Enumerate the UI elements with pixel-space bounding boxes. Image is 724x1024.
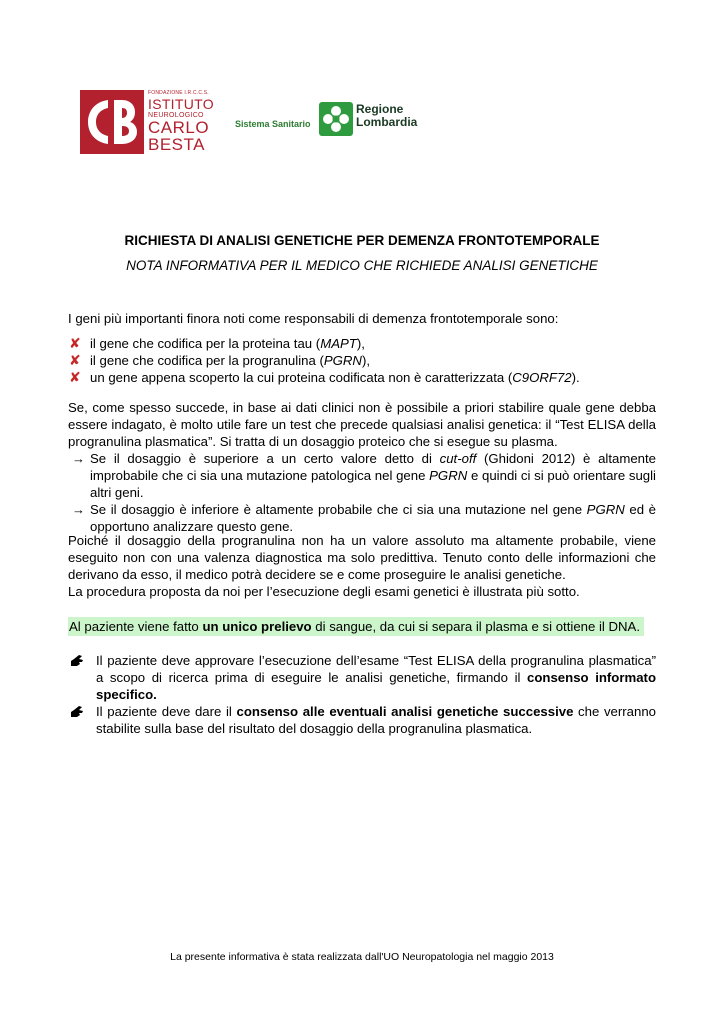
arrow2-text-a: Se il dosaggio è inferiore è altamente probabile che ci sia una mutazione nel gene: [90, 502, 587, 517]
arrow1-text-a: Se il dosaggio è superiore a un certo valore detto di: [90, 451, 440, 466]
gene-text: il gene che codifica per la proteina tau (: [90, 336, 321, 351]
regione-lombardia-wordmark: [356, 103, 417, 129]
besta-wordmark: [148, 90, 214, 153]
gene-text: il gene che codifica per la progranulina (: [90, 353, 324, 368]
list-item: [68, 703, 656, 737]
single-sample-note: [68, 617, 656, 636]
right-arrow-icon: →: [72, 502, 85, 517]
besta-besta-label: BESTA: [148, 135, 205, 154]
arrow2-text-b: ed è opportuno analizzare questo gene.: [90, 502, 656, 534]
x-mark-icon: ✘: [69, 369, 81, 385]
procedure-paragraph: La procedura proposta da noi per l’esecuzione degli esami genetici è illustrata più sotto.: [68, 584, 580, 599]
regione-label: Regione: [356, 102, 404, 116]
step2-strong: consenso alle eventuali analisi genetiche successive: [236, 704, 574, 719]
elisa-test-paragraph: Se, come spesso succede, in base ai dati clinici non è possibile a priori stabilire quale gene debba essere indagato, è molto utile fare un test che precede qualsiasi analisi genetica: il “Test ELISA della progranulina plasmatica”. Si tratta di un dosaggio proteico che si esegue su plasma.: [68, 400, 656, 449]
step1-text-a: Il paziente deve approvare l’esecuzione dell’esame “Test ELISA della progranulina plasmatica” a scopo di ricerca prima di eseguire le analisi genetiche, firmando il: [96, 653, 656, 685]
arrow-list: [68, 450, 656, 535]
gene-text-end: ),: [361, 353, 371, 368]
consent-steps: [68, 652, 656, 737]
list-item: [68, 335, 658, 352]
besta-mark-icon: [80, 90, 144, 154]
x-mark-icon: ✘: [69, 335, 81, 351]
pointing-hand-icon: [70, 654, 84, 667]
gene-code: PGRN: [429, 468, 468, 483]
gene-code: PGRN: [586, 502, 625, 517]
lombardia-rose-icon: [319, 102, 353, 136]
regione-lombardia-logo: [235, 100, 425, 136]
intro-paragraph: I geni più importanti finora noti come responsabili di demenza frontotemporale sono:: [68, 311, 559, 326]
highlight-text-b: di sangue, da cui si separa il plasma e si ottiene il DNA.: [311, 619, 641, 634]
highlighted-sentence: [68, 617, 644, 636]
step1-strong: consenso informato specifico.: [96, 670, 656, 702]
gene-text-end: ).: [571, 370, 580, 385]
arrow1-text-c: e quindi ci si può orientare sugli altri geni.: [90, 468, 656, 500]
list-item: [68, 501, 656, 535]
right-arrow-icon: →: [72, 451, 85, 466]
highlight-text-a: Al paziente viene fatto: [69, 619, 203, 634]
predictive-paragraph: Poiché il dosaggio della progranulina non ha un valore assoluto ma altamente probabile, viene eseguito non con una valenza diagnostica ma solo predittiva. Tenuto conto delle informazioni che derivano da esso, il medico potrà decidere se e come proseguire le analisi genetiche.: [68, 533, 656, 582]
gene-code: MAPT: [320, 336, 357, 351]
x-mark-icon: ✘: [69, 352, 81, 368]
gene-text: un gene appena scoperto la cui proteina codificata non è caratterizzata (: [90, 370, 513, 385]
document-title: RICHIESTA DI ANALISI GENETICHE PER DEMENZA FRONTOTEMPORALE: [124, 233, 600, 248]
highlight-strong: un unico prelievo: [202, 619, 312, 634]
besta-logo: [80, 90, 212, 156]
gene-list: [68, 335, 658, 386]
gene-text-end: ),: [356, 336, 365, 351]
gene-code: PGRN: [323, 353, 362, 368]
list-item: [68, 450, 656, 501]
besta-neurologico-label: NEUROLOGICO: [148, 112, 204, 119]
gene-code: C9ORF72: [512, 370, 572, 385]
document-subtitle: NOTA INFORMATIVA PER IL MEDICO CHE RICHIEDE ANALISI GENETICHE: [126, 258, 598, 273]
footer-note: La presente informativa è stata realizzata dall'UO Neuropatologia nel maggio 2013: [170, 951, 554, 963]
arrow1-text-b: (Ghidoni 2012) è altamente improbabile che ci sia una mutazione patologica nel gene: [90, 451, 656, 483]
sistema-sanitario-label: Sistema Sanitario: [235, 119, 311, 129]
list-item: [68, 352, 658, 369]
list-item: [68, 369, 658, 386]
besta-istituto-label: ISTITUTO: [148, 96, 214, 112]
step2-text-a: Il paziente deve dare il: [96, 704, 237, 719]
list-item: [68, 652, 656, 703]
lombardia-label: Lombardia: [356, 115, 418, 129]
besta-carlo-label: CARLO: [148, 118, 210, 137]
step2-text-b: che verranno stabilite sulla base del risultato del dosaggio della progranulina plasmatica.: [96, 704, 657, 736]
pointing-hand-icon: [70, 705, 84, 718]
besta-foundation-label: FONDAZIONE I.R.C.C.S.: [148, 90, 209, 96]
cut-off-term: cut-off: [439, 451, 477, 466]
